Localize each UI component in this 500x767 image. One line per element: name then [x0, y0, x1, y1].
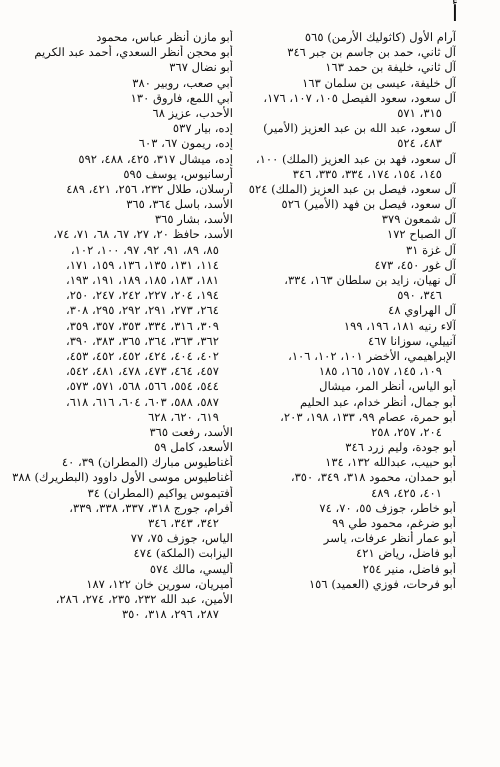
- index-entry: إده، ميشال ٣١٧، ٤٢٥، ٤٨٨، ٥٩٢: [78, 151, 233, 166]
- index-entry: أبو فرحات، فوزي (العميد) ١٥٦: [308, 576, 456, 591]
- index-entry: أميريان، سورين خان ١٢٢، ١٨٧: [86, 576, 233, 591]
- index-entry-continuation: ٤٥٧، ٤٦٤، ٤٧٣، ٤٧٨، ٤٨١، ٥٤٢،: [65, 364, 219, 379]
- index-entry: آل ثاني، خليفة بن حمد ١٦٣: [325, 60, 456, 75]
- index-entry: آل الهراوي ٤٨: [388, 303, 456, 318]
- index-entry: أفتيموس يواكيم (المطران) ٣٤: [87, 485, 233, 500]
- index-entry: أبو ضرغم، محمود طي ٩٩: [332, 516, 456, 530]
- index-entry-continuation: ١٠٩، ١٤٥، ١٥٧، ١٦٥، ١٨٥: [318, 364, 442, 379]
- index-entry: آل سعود، فهد بن عبد العزيز (الملك) ١٠٠،: [255, 151, 456, 166]
- index-entry: آل شمعون ٣٧٩: [381, 212, 456, 227]
- index-entry-continuation: ٥٤٤، ٥٥٤، ٥٦٦، ٥٦٨، ٥٧١، ٥٧٣،: [65, 379, 219, 394]
- index-entry: أبو عمار أنظر عرفات، ياسر: [323, 531, 456, 546]
- index-entry: أبو مازن أنظر عباس، محمود: [96, 30, 233, 44]
- index-entry: أبو جودة، وليم زرد ٣٤٦: [345, 440, 456, 455]
- index-entry: آل ثاني، حمد بن جاسم بن جبر ٣٤٦: [287, 45, 456, 60]
- index-entry-continuation: ٢٦٤، ٢٧٣، ٢٩١، ٢٩٢، ٢٩٥، ٣٠٨،: [65, 303, 219, 318]
- index-entry: آل سعود، سعود الفيصل ١٠٥، ١٠٧، ١٧٦،: [263, 90, 456, 105]
- index-entry: أرسلان، طلال ٢٣٢، ٢٥٦، ٤٢١، ٤٨٩: [66, 181, 233, 196]
- index-entry: أليسي، مالك ٥٧٤: [149, 561, 233, 576]
- index-entry: أفرام، جورج ٣١٨، ٣٣٧، ٣٣٨، ٣٣٩،: [69, 500, 233, 515]
- right-index-column: [234, 30, 456, 592]
- index-entry: أبو فاضل، رياض ٤٢١: [356, 546, 456, 561]
- index-entry: أبو حمرة، عصام ٩٩، ١٣٣، ١٩٨، ٢٠٣،: [280, 409, 456, 424]
- index-entry-continuation: ١٤٥، ١٥٤، ١٧٤، ٣٣٤، ٣٣٥، ٣٤٦: [292, 166, 442, 181]
- index-entry: آل خليفة، عيسى بن سلمان ١٦٣: [302, 75, 456, 90]
- index-entry: آل غور ٤٥٠، ٤٧٣: [374, 257, 456, 272]
- index-entry-continuation: ١١٤، ١٣١، ١٣٥، ١٣٦، ١٥٩، ١٧١،: [65, 257, 219, 272]
- index-entry-continuation: ٢٠٤، ٢٥٧، ٢٥٨: [371, 424, 442, 439]
- index-entry: أغناطيوس مبارك (المطران) ٣٩، ٤٠: [61, 455, 233, 470]
- index-entry: أبو حبيب، عبدالله ١٣٢، ١٣٤: [325, 455, 456, 470]
- index-entry: إده، ريمون ٦٧، ٦٠٣: [138, 136, 233, 151]
- index-entry: الأسد، رفعت ٣٦٥: [149, 424, 233, 439]
- left-index-column: [11, 30, 233, 622]
- index-entry: آل سعود، فيصل بن عبد العزيز (الملك) ٥٢٤: [248, 181, 456, 196]
- index-entry-continuation: ٦١٩، ٦٢٠، ٦٢٨: [148, 409, 219, 424]
- index-entry-continuation: ٣٤٢، ٣٤٣، ٣٤٦: [148, 516, 219, 530]
- index-entry: آل الصباح ١٧٢: [386, 227, 456, 242]
- index-entry-continuation: ٣٤٦، ٥٩٠: [397, 288, 442, 303]
- index-entry: أبو الياس، أنظر المر، ميشال: [319, 379, 456, 394]
- index-entry-continuation: ٣٠٩، ٣١٦، ٣٣٤، ٣٥٣، ٣٥٧، ٣٥٩،: [65, 318, 219, 333]
- index-entry: الأسد، بشار ٣٦٥: [154, 212, 233, 227]
- index-entry: أرسانيوس، يوسف ٥٩٥: [123, 166, 233, 181]
- index-entry: آل غزة ٣١: [405, 242, 456, 257]
- index-entry: آل سعود، فيصل بن فهد (الأمير) ٥٢٦: [281, 197, 456, 212]
- index-entry-continuation: ٣١٥، ٥٧١: [397, 105, 442, 120]
- index-entry-continuation: ١٨١، ١٨٣، ١٨٥، ١٨٩، ١٩١، ١٩٣،: [65, 273, 219, 287]
- index-entry: الأحدب، عزيز ٦٨: [152, 105, 233, 120]
- index-entry: آل سعود، عبد الله بن عبد العزيز (الأمير): [263, 121, 456, 136]
- index-entry: أبو محجن أنظر السعدي، أحمد عبد الكريم: [34, 45, 233, 60]
- index-entry-continuation: ٤٠٢، ٤٠٤، ٤٢٤، ٤٥٢، ٤٥٢، ٤٥٣،: [65, 348, 219, 363]
- index-entry: آلاء رنيه ١٨١، ١٩٦، ١٩٩: [343, 318, 456, 333]
- index-entry-continuation: ٤٠١، ٤٢٥، ٤٨٩: [371, 485, 442, 500]
- index-entry-continuation: ٢٨٧، ٢٩٦، ٣١٨، ٣٥٠: [121, 607, 219, 622]
- index-entry: أبو جمال، أنظر خدام، عبد الحليم: [300, 394, 456, 409]
- index-entry: آرام الأول (كاثوليك الأرمن) ٥٦٥: [304, 30, 456, 44]
- index-entry: الأسعد، كامل ٥٩: [154, 440, 233, 455]
- index-entry: أبو حمدان، محمود ٣١٨، ٣٤٩، ٣٥٠،: [290, 470, 456, 485]
- index-entry: أبو خاطر، جوزف ٥٥، ٧٠، ٧٤: [319, 500, 456, 515]
- index-entry-continuation: ١٩٤، ٢٠٤، ٢٢٧، ٢٤٢، ٢٤٧، ٢٥٠،: [65, 288, 219, 303]
- index-entry-continuation: ٨٥، ٨٩، ٩١، ٩٢، ٩٧، ١٠٠، ١٠٢،: [70, 242, 219, 257]
- index-entry: الإبراهيمي، الأخضر ١٠١، ١٠٢، ١٠٦،: [288, 348, 456, 363]
- index-entry: أبو فاضل، منير ٢٥٤: [362, 561, 456, 576]
- index-entry: اليزابت (الملكة) ٤٧٤: [133, 546, 233, 561]
- index-entry-continuation: ٥٨٧، ٥٨٨، ٦٠٣، ٦٠٤، ٦١٦، ٦١٨،: [65, 394, 219, 409]
- index-entry: الأسد، حافظ ٢٠، ٢٧، ٦٧، ٦٨، ٧١، ٧٤،: [53, 227, 233, 242]
- index-entry: إده، بيار ٥٣٧: [172, 121, 233, 136]
- index-entry: الياس، جوزف ٧٥، ٧٧: [130, 531, 233, 546]
- index-entry: أبي صعب، روبير ٣٨٠: [132, 75, 233, 90]
- index-entry: الأمين، عبد الله ٢٣٢، ٢٣٥، ٢٧٤، ٢٨٦،: [55, 591, 233, 606]
- section-letter: أ: [451, 2, 458, 27]
- index-entry: أغناطيوس موسى الأول داوود (البطريرك) ٣٨٨: [12, 470, 233, 485]
- index-entry-continuation: ٤٨٣، ٥٢٤: [397, 136, 442, 151]
- index-entry: آنييلي، سوزانا ٤٦٧: [367, 333, 456, 348]
- index-entry: أبو نضال ٣٦٧: [169, 60, 233, 75]
- index-entry: الأسد، باسل ٣٦٤، ٣٦٥: [126, 197, 233, 212]
- index-entry-continuation: ٣٦٢، ٣٦٣، ٣٦٤، ٣٦٥، ٣٨٣، ٣٩٠،: [65, 333, 219, 348]
- index-entry: آل نهيان، زايد بن سلطان ١٦٣، ٣٣٤،: [284, 273, 456, 287]
- index-entry: أبي اللمع، فاروق ١٣٠: [130, 90, 233, 105]
